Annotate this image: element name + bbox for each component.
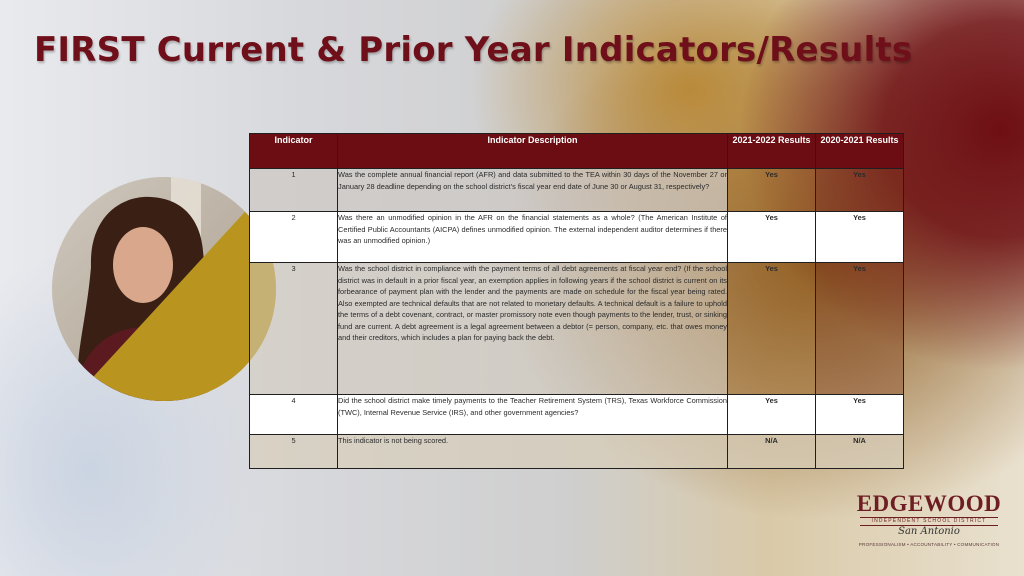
indicator-number: 2 <box>250 212 338 263</box>
table-row <box>250 212 904 263</box>
indicators-table <box>249 133 904 469</box>
header-description: Indicator Description <box>338 134 728 169</box>
indicator-number: 1 <box>250 169 338 212</box>
indicator-number: 5 <box>250 435 338 469</box>
logo-wordmark: EDGEWOOD <box>856 491 1002 516</box>
result-2020-2021: N/A <box>816 435 904 469</box>
table-row <box>250 435 904 469</box>
header-2020-2021: 2020-2021 Results <box>816 134 904 169</box>
indicator-description: Did the school district make timely payments to the Teacher Retirement System (TRS), Texas Workforce Commission (TWC), Internal Revenue Service (IRS), and other government agencies? <box>338 395 728 435</box>
indicator-description: Was there an unmodified opinion in the AFR on the financial statements as a whole? (The American Institute of Certified Public Accountants (AICPA) defines unmodified opinion. The external independent auditor determines if there was an unmodified opinion.) <box>338 212 728 263</box>
table-row <box>250 395 904 435</box>
result-2020-2021: Yes <box>816 212 904 263</box>
result-2021-2022: Yes <box>728 395 816 435</box>
logo-tagline: PROFESSIONALISM • ACCOUNTABILITY • COMMUNICATION <box>858 542 1000 547</box>
table-row <box>250 169 904 212</box>
result-2020-2021: Yes <box>816 169 904 212</box>
header-indicator: Indicator <box>250 134 338 169</box>
logo-script: San Antonio <box>898 526 960 537</box>
logo-subtitle: INDEPENDENT SCHOOL DISTRICT <box>860 517 998 526</box>
header-2021-2022: 2021-2022 Results <box>728 134 816 169</box>
table-row <box>250 263 904 395</box>
indicator-description: This indicator is not being scored. <box>338 435 728 469</box>
indicator-number: 4 <box>250 395 338 435</box>
presenter-photo <box>51 177 277 401</box>
result-2021-2022: Yes <box>728 212 816 263</box>
indicator-description: Was the complete annual financial report (AFR) and data submitted to the TEA within 30 days of the November 27 or January 28 deadline depending on the school district’s fiscal year end date of June 30 or August 31, respectively? <box>338 169 728 212</box>
result-2020-2021: Yes <box>816 395 904 435</box>
result-2021-2022: Yes <box>728 169 816 212</box>
result-2021-2022: N/A <box>728 435 816 469</box>
indicator-description: Was the school district in compliance with the payment terms of all debt agreements at fiscal year end? (If the school district was in default in a prior fiscal year, an exemption applies in following years if the school district is current on its forbearance of payment plan with the lender and the payments are made on schedule for the fiscal year being rated. Also exempted are technical defaults that are not related to monetary defaults. A technical default is a failure to uphold the terms of a debt covenant, contract, or master promissory note even though payments to the lender, trust, or sinking fund are current. A debt agreement is a legal agreement between a debtor (= person, company, etc. that owes money and their creditors, which includes a plan for paying back the debt. <box>338 263 728 395</box>
result-2021-2022: Yes <box>728 263 816 395</box>
page-title: FIRST Current & Prior Year Indicators/Results <box>34 30 913 70</box>
result-2020-2021: Yes <box>816 263 904 395</box>
indicator-number: 3 <box>250 263 338 395</box>
